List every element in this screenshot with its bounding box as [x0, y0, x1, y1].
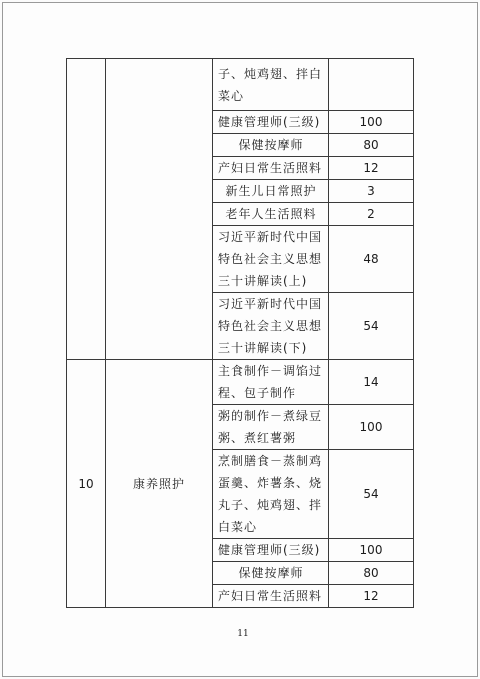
- hours-cell: 12: [329, 585, 414, 608]
- hours-cell: 3: [329, 180, 414, 203]
- course-cell: 习近平新时代中国特色社会主义思想三十讲解读(上): [213, 226, 329, 293]
- course-cell: 保健按摩师: [213, 562, 329, 585]
- hours-cell: 100: [329, 539, 414, 562]
- course-cell: 子、炖鸡翅、拌白菜心: [213, 59, 329, 111]
- course-cell: 习近平新时代中国特色社会主义思想三十讲解读(下): [213, 293, 329, 360]
- hours-cell: 54: [329, 450, 414, 539]
- course-cell: 烹制膳食－蒸制鸡蛋羹、炸薯条、烧丸子、炖鸡翅、拌白菜心: [213, 450, 329, 539]
- hours-cell: 100: [329, 405, 414, 450]
- hours-cell: 80: [329, 562, 414, 585]
- hours-cell: 100: [329, 111, 414, 134]
- course-cell: 老年人生活照料: [213, 203, 329, 226]
- category-cell-blank: [106, 59, 213, 360]
- hours-cell: 54: [329, 293, 414, 360]
- hours-cell: 48: [329, 226, 414, 293]
- course-cell: 主食制作－调馅过程、包子制作: [213, 360, 329, 405]
- course-table: [66, 58, 414, 608]
- page-number: 11: [237, 629, 249, 639]
- table-row: [67, 59, 414, 111]
- hours-cell: 80: [329, 134, 414, 157]
- row-number: 10: [67, 360, 106, 608]
- number-cell-blank: [67, 59, 106, 360]
- category-label: 康养照护: [106, 360, 213, 608]
- hours-cell: [329, 59, 414, 111]
- course-cell: 粥的制作－煮绿豆粥、煮红薯粥: [213, 405, 329, 450]
- hours-cell: 2: [329, 203, 414, 226]
- course-cell: 产妇日常生活照料: [213, 585, 329, 608]
- course-cell: 新生儿日常照护: [213, 180, 329, 203]
- course-cell: 保健按摩师: [213, 134, 329, 157]
- hours-cell: 12: [329, 157, 414, 180]
- table-row: [67, 360, 414, 405]
- document-page: [2, 2, 478, 677]
- hours-cell: 14: [329, 360, 414, 405]
- course-cell: 健康管理师(三级): [213, 111, 329, 134]
- course-cell: 产妇日常生活照料: [213, 157, 329, 180]
- course-cell: 健康管理师(三级): [213, 539, 329, 562]
